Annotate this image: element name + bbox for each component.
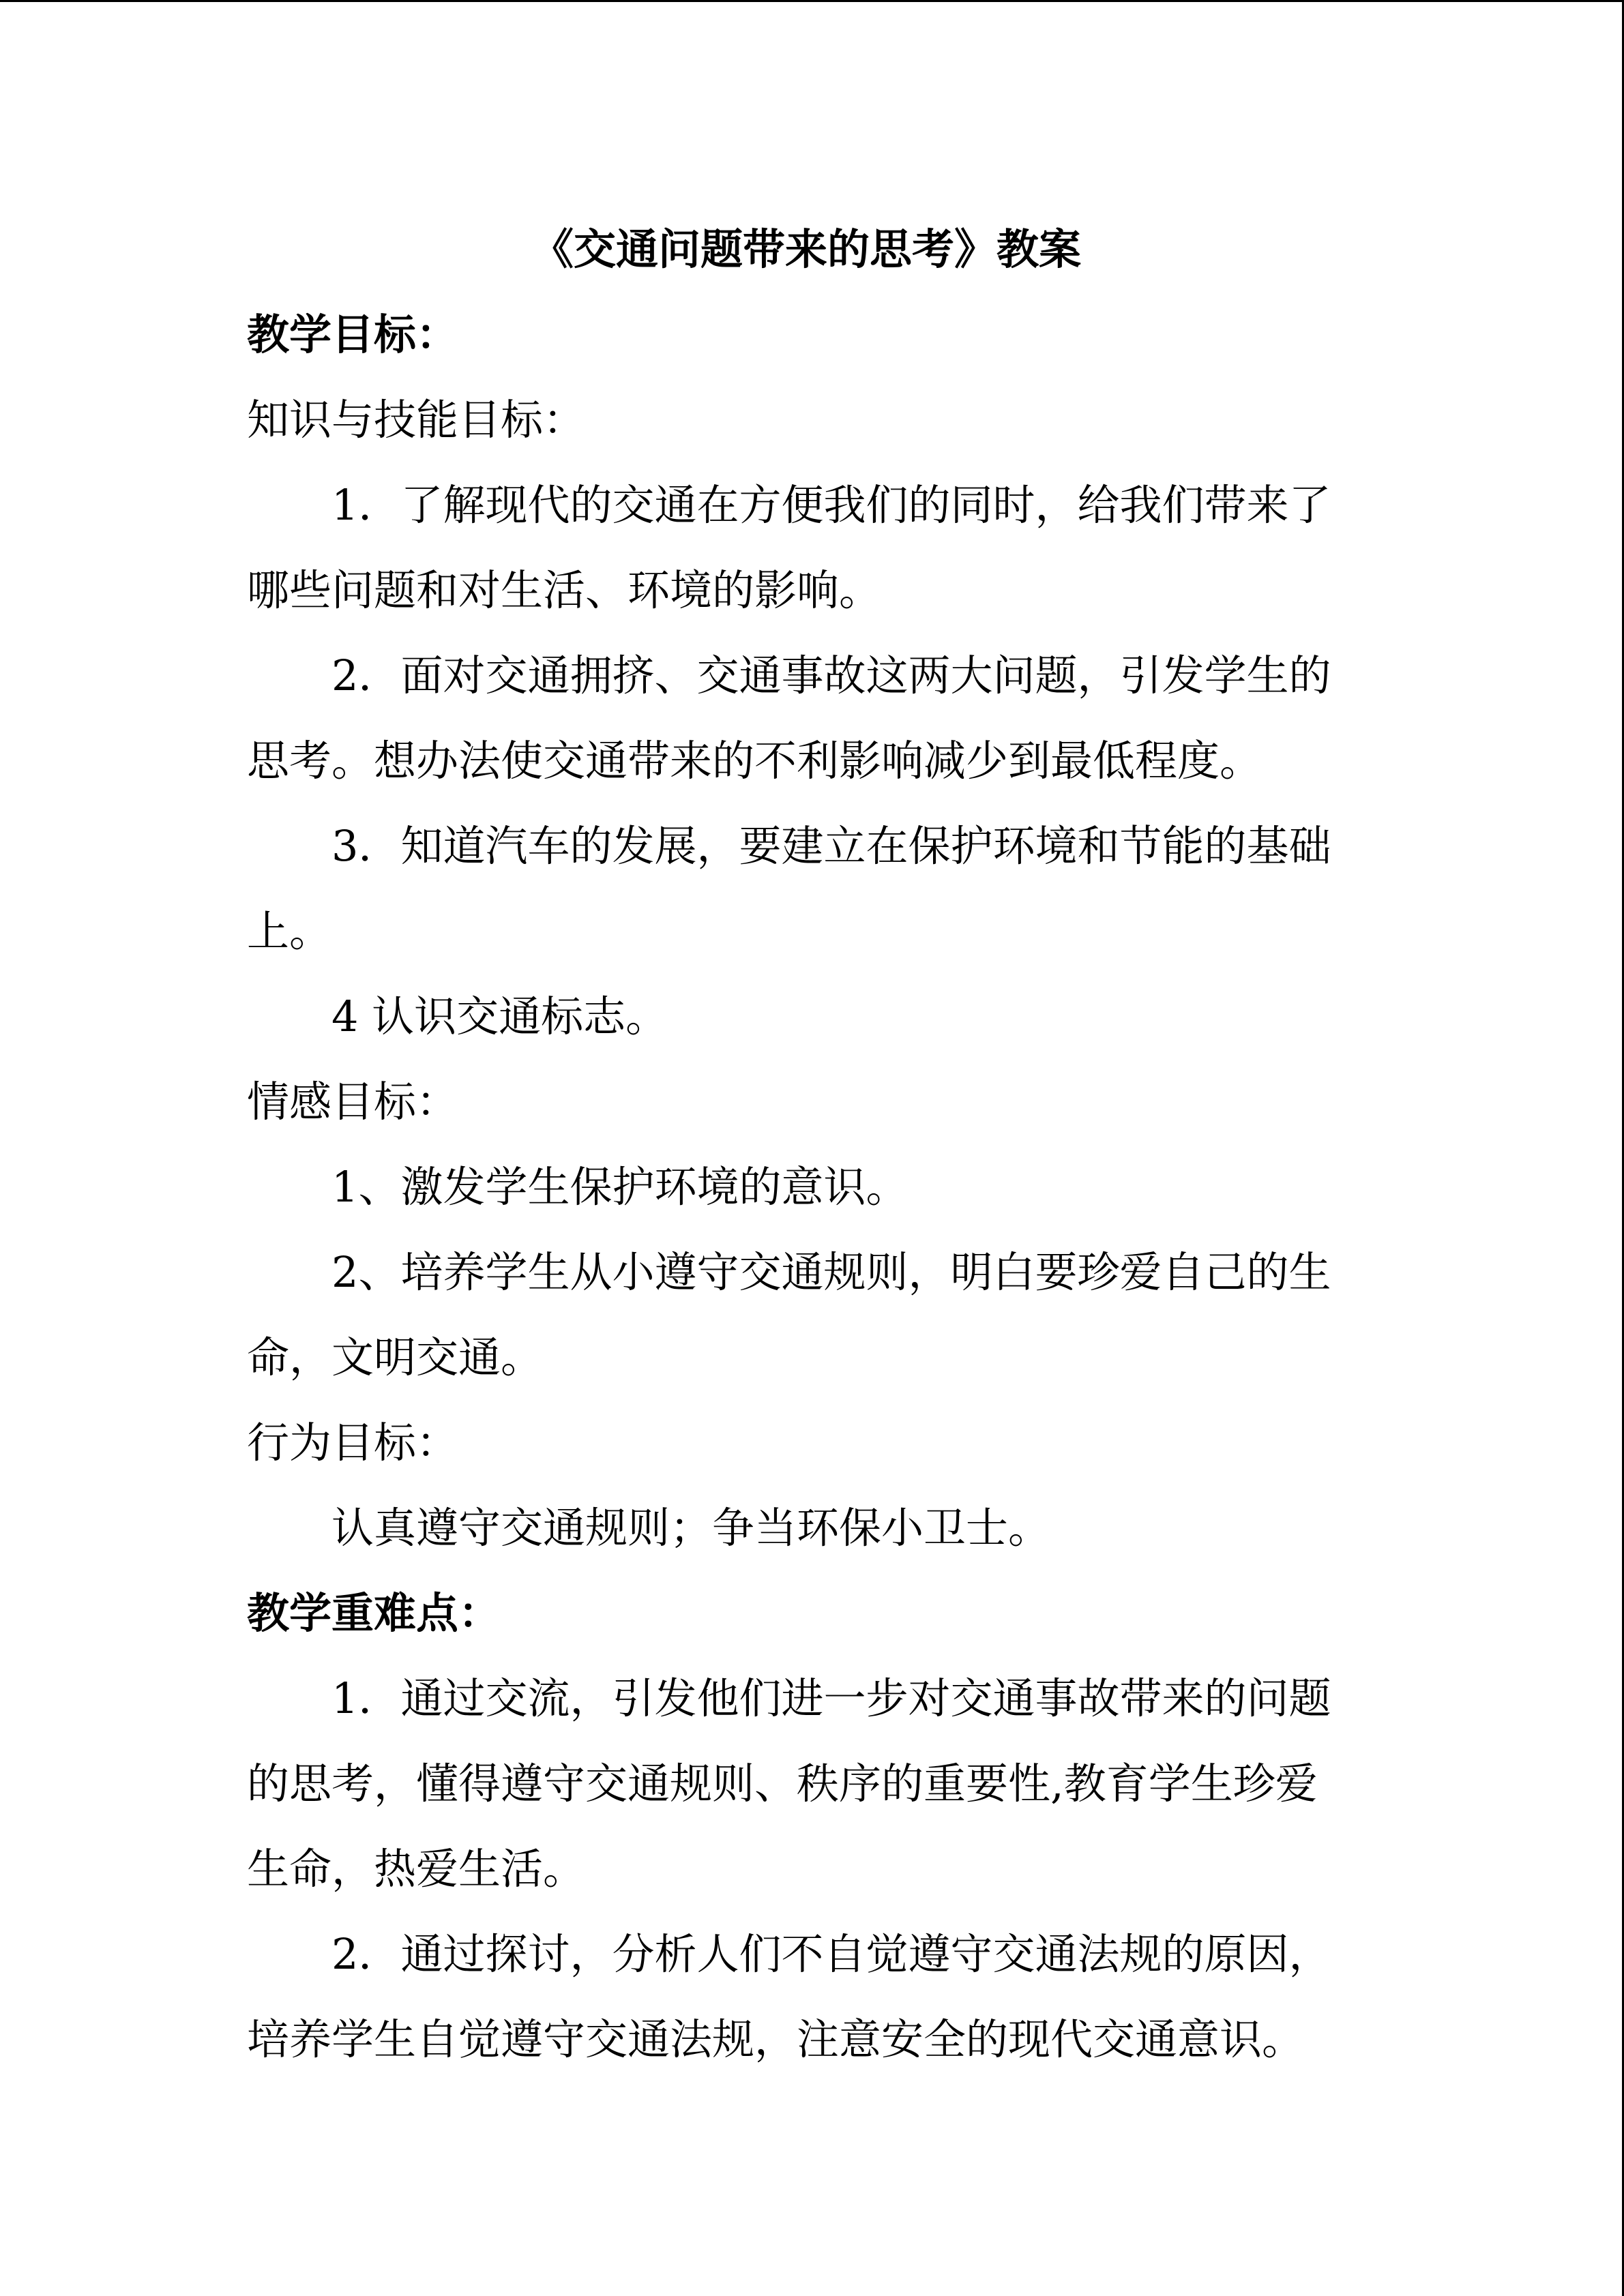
objective-2-line-1: 2．面对交通拥挤、交通事故这两大问题，引发学生的: [331, 651, 1331, 700]
objective-2-line-2: 思考。想办法使交通带来的不利影响减少到最低程度。: [247, 736, 1263, 786]
emotional-2-line-2: 命，文明交通。: [247, 1332, 544, 1382]
key-point-1-line-2: 的思考，懂得遵守交通规则、秩序的重要性,教育学生珍爱: [247, 1759, 1318, 1808]
subheading-emotional: 情感目标：: [247, 1077, 459, 1127]
key-point-1-line-1: 1．通过交流，引发他们进一步对交通事故带来的问题: [331, 1673, 1331, 1723]
objective-1-line-1: 1．了解现代的交通在方便我们的同时，给我们带来了: [331, 480, 1331, 530]
objective-1-line-2: 哪些问题和对生活、环境的影响。: [247, 565, 882, 615]
behavior-1-line-1: 认真遵守交通规则；争当环保小卫士。: [331, 1503, 1051, 1553]
objective-4-line-1: 4 认识交通标志。: [331, 992, 668, 1041]
subheading-behavior: 行为目标：: [247, 1418, 459, 1467]
key-point-2-line-2: 培养学生自觉遵守交通法规，注意安全的现代交通意识。: [247, 2014, 1305, 2064]
heading-key-difficult-points: 教学重难点：: [247, 1588, 501, 1638]
heading-teaching-objectives: 教学目标：: [247, 310, 459, 359]
document-body: [247, 207, 1365, 2082]
objective-3-line-1: 3．知道汽车的发展，要建立在保护环境和节能的基础: [331, 821, 1331, 871]
key-point-1-line-3: 生命，热爱生活。: [247, 1844, 586, 1894]
document-title: 《交通问题带来的思考》教案: [531, 224, 1081, 274]
emotional-1-line-1: 1、激发学生保护环境的意识。: [331, 1162, 909, 1212]
key-point-2-line-1: 2．通过探讨，分析人们不自觉遵守交通法规的原因，: [331, 1929, 1331, 1979]
objective-3-line-2: 上。: [247, 906, 332, 956]
emotional-2-line-1: 2、培养学生从小遵守交通规则，明白要珍爱自己的生: [331, 1247, 1331, 1297]
subheading-knowledge-skill: 知识与技能目标：: [247, 395, 586, 445]
